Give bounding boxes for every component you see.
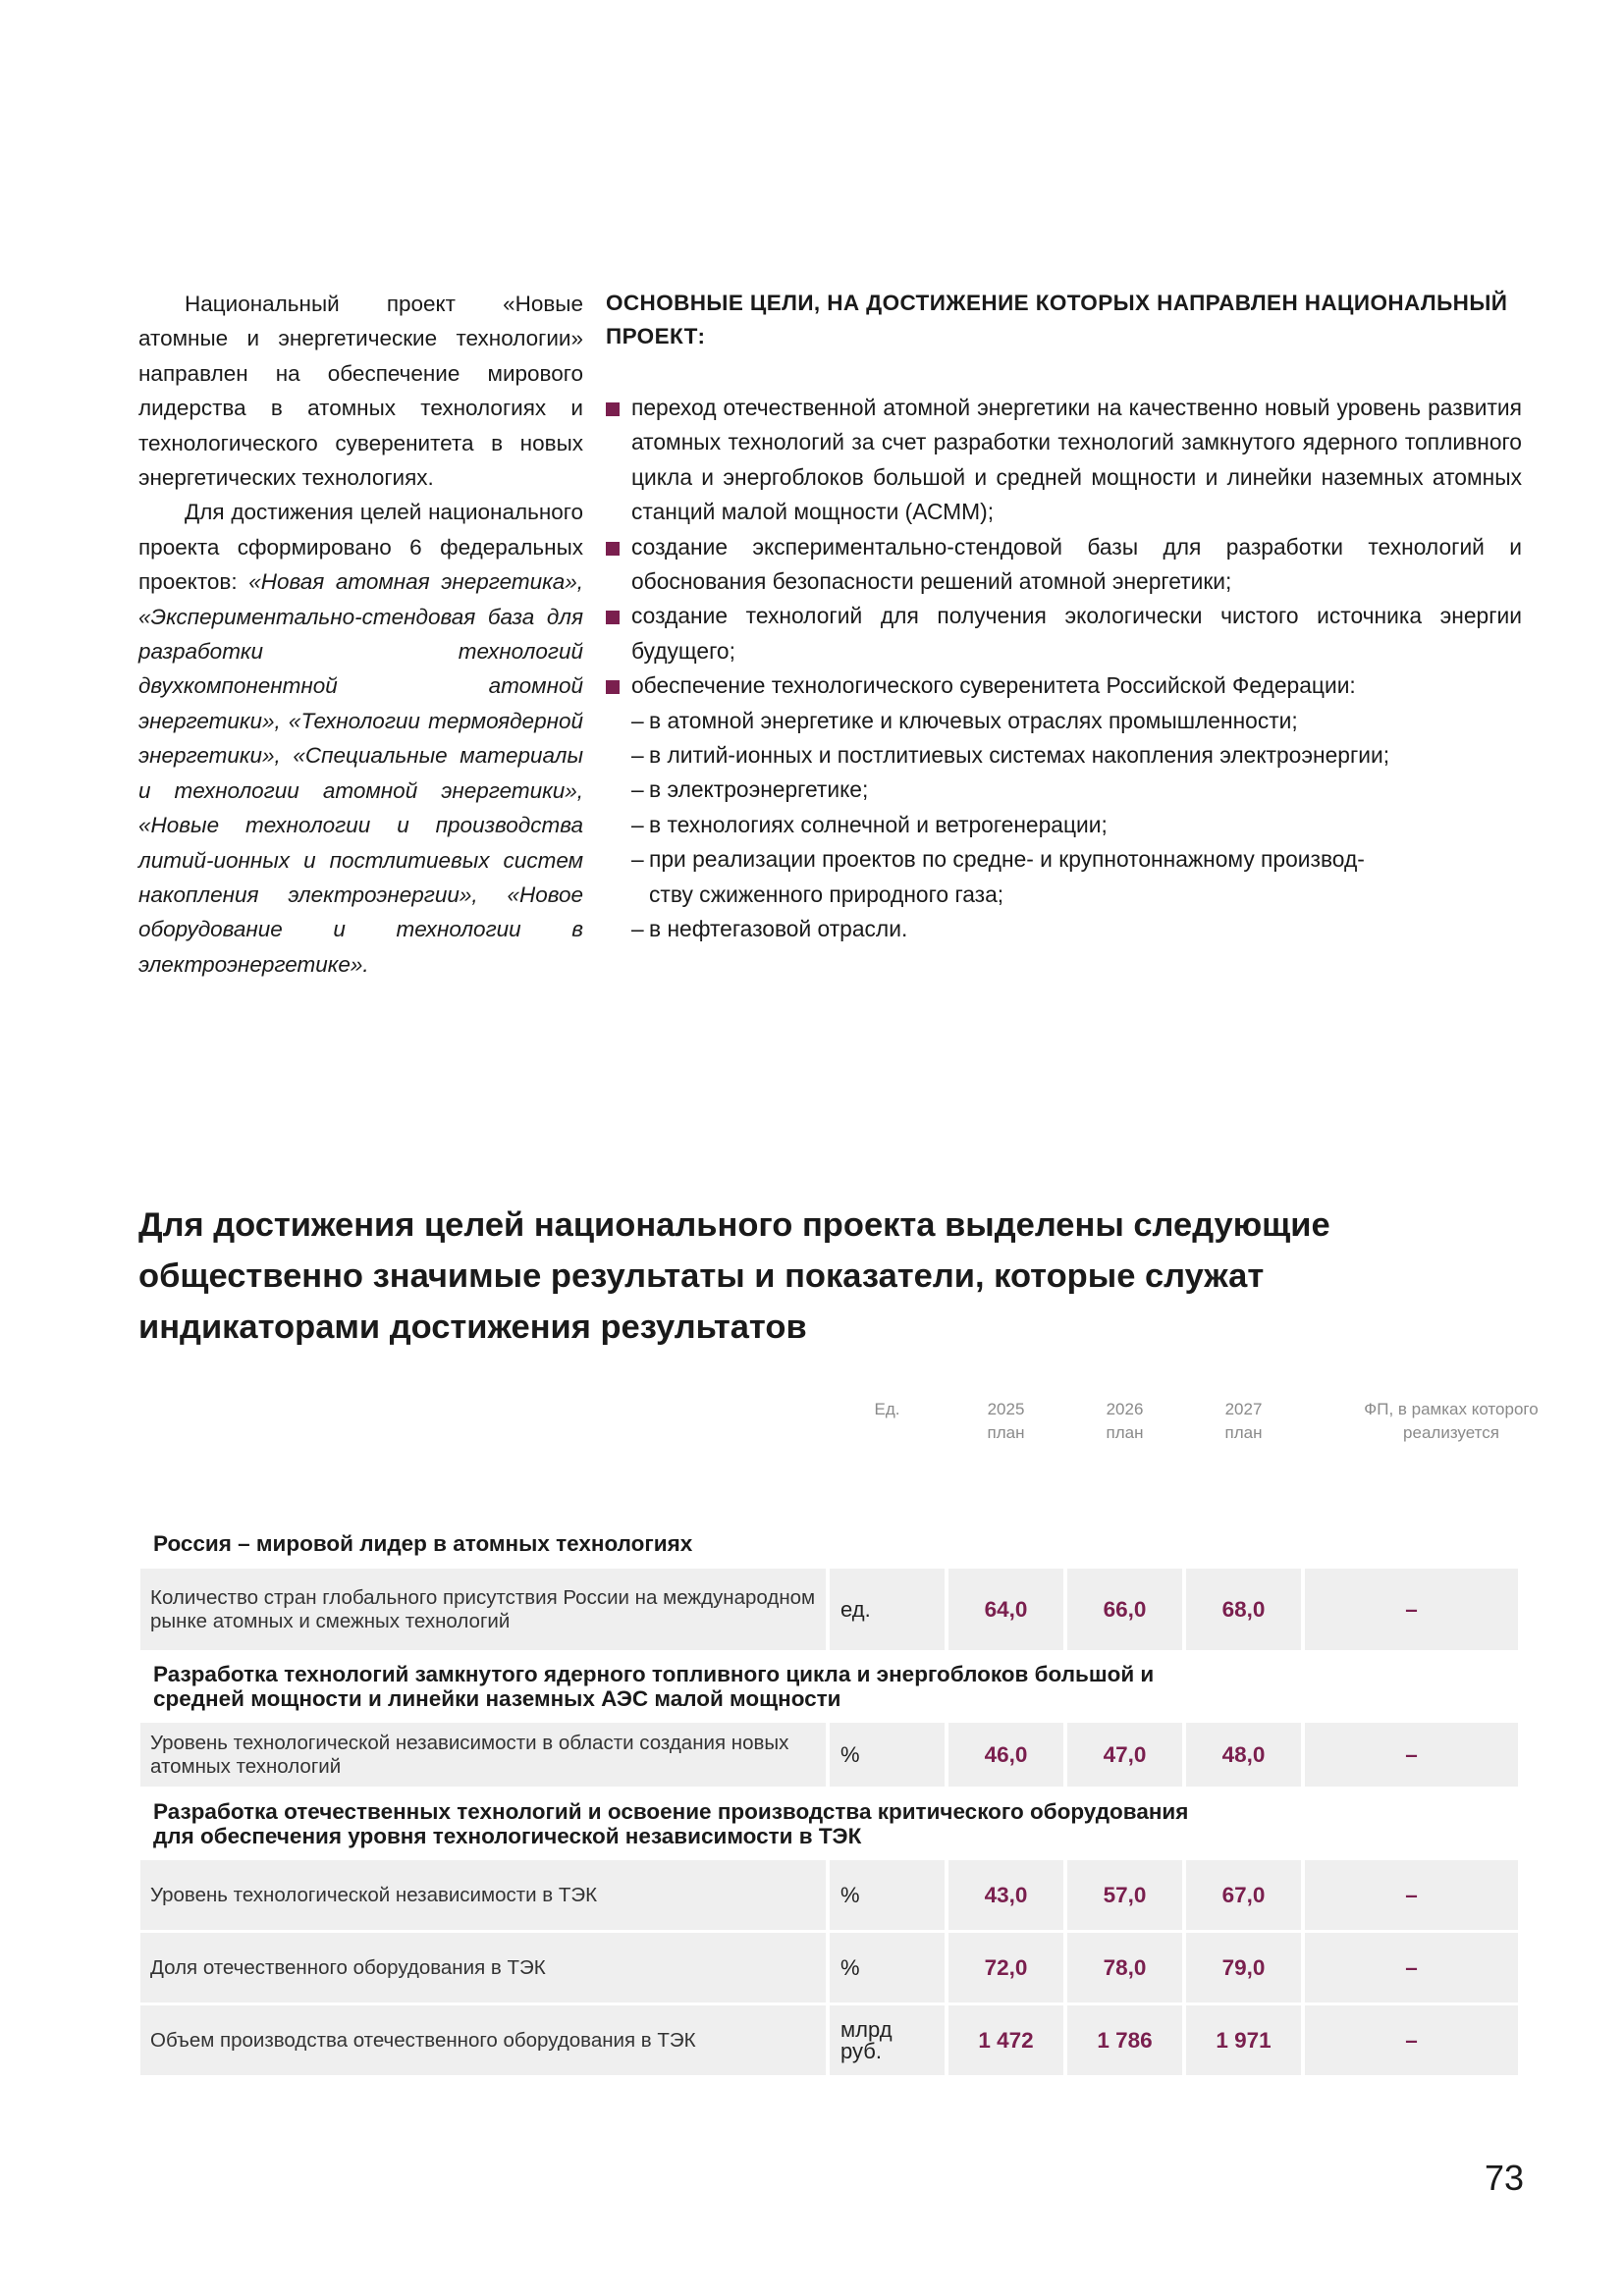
goal-item: создание экспериментально-стендовой базы для разработки технологий и обоснования безопасности решений атомной энергетики; bbox=[606, 530, 1522, 600]
bullet-square-icon bbox=[606, 542, 620, 556]
federal-project: – bbox=[1305, 1569, 1518, 1650]
table-row bbox=[140, 2005, 1525, 2075]
header-2027: 2027 план bbox=[1224, 1400, 1263, 1442]
intro-paragraph-2-lead: Для достижения целей национального проекта сформировано 6 федеральных проектов: bbox=[138, 500, 583, 595]
value-2027: 68,0 bbox=[1186, 1569, 1301, 1650]
dash-icon: – bbox=[631, 776, 644, 803]
indicator-name: Уровень технологической независимости в области создания новых атомных технологий bbox=[140, 1723, 826, 1787]
header-2026: 2026 план bbox=[1106, 1400, 1144, 1442]
federal-project: – bbox=[1305, 1933, 1518, 2002]
goal-subitem: – в технологиях солнечной и ветрогенерации; bbox=[606, 808, 1522, 842]
goal-item: переход отечественной атомной энергетики на качественно новый уровень развития атомных технологий за счет разработки технологий замкнутого ядерного топливного цикла и энергоблоков большой и средней мощности и линейки наземных атомных станций малой мощности (АСММ); bbox=[606, 391, 1522, 530]
table-row bbox=[140, 1933, 1525, 2002]
group-title: Разработка технологий замкнутого ядерного топливного цикла и энергоблоков большой и средней мощности и линейки наземных АЭС малой мощности bbox=[153, 1662, 1155, 1711]
indicator-name: Объем производства отечественного оборудования в ТЭК bbox=[140, 2005, 826, 2075]
value-2025: 72,0 bbox=[948, 1933, 1063, 2002]
federal-project: – bbox=[1305, 1723, 1518, 1787]
intro-paragraph-2-end: . bbox=[362, 951, 369, 977]
indicators-table bbox=[140, 1398, 1539, 2075]
indicator-name: Доля отечественного оборудования в ТЭК bbox=[140, 1933, 826, 2002]
value-2026: 78,0 bbox=[1067, 1933, 1182, 2002]
table-row bbox=[140, 1569, 1525, 1650]
goal-item: обеспечение технологического суверенитета Российской Федерации: bbox=[606, 668, 1522, 703]
federal-project: – bbox=[1305, 1860, 1518, 1930]
goal-subitem-continuation: ству сжиженного природного газа; bbox=[649, 881, 1004, 907]
section-heading: Для достижения целей национального проекта выделены следующие общественно значимые результаты и показатели, которые служат индикаторами достижения результатов bbox=[138, 1206, 1330, 1346]
dash-icon: – bbox=[631, 846, 644, 873]
value-2025: 1 472 bbox=[948, 2005, 1063, 2075]
intro-paragraph-2 bbox=[138, 495, 583, 982]
value-2025: 64,0 bbox=[948, 1569, 1063, 1650]
dash-icon: – bbox=[631, 811, 644, 837]
goals-block bbox=[606, 287, 1522, 947]
header-unit: Ед. bbox=[874, 1400, 900, 1418]
goals-title: ОСНОВНЫЕ ЦЕЛИ, НА ДОСТИЖЕНИЕ КОТОРЫХ НАПРАВЛЕН НАЦИОНАЛЬНЫЙ ПРОЕКТ: bbox=[606, 291, 1508, 348]
value-2027: 67,0 bbox=[1186, 1860, 1301, 1930]
table-row bbox=[140, 1860, 1525, 1930]
value-2027: 79,0 bbox=[1186, 1933, 1301, 2002]
header-fp: ФП, в рамках которого реализуется bbox=[1364, 1400, 1539, 1442]
value-2026: 57,0 bbox=[1067, 1860, 1182, 1930]
indicator-unit: % bbox=[830, 1723, 945, 1787]
indicator-unit: ед. bbox=[830, 1569, 945, 1650]
table-row bbox=[140, 1723, 1525, 1787]
intro-text bbox=[138, 287, 583, 982]
indicator-unit: % bbox=[830, 1860, 945, 1930]
indicator-unit: млрд руб. bbox=[830, 2005, 945, 2075]
goal-subitem: – в нефтегазовой отрасли. bbox=[606, 912, 1522, 946]
value-2026: 66,0 bbox=[1067, 1569, 1182, 1650]
federal-project: – bbox=[1305, 2005, 1518, 2075]
goal-item: создание технологий для получения экологически чистого источника энергии будущего; bbox=[606, 599, 1522, 668]
value-2026: 1 786 bbox=[1067, 2005, 1182, 2075]
goal-subitem: – при реализации проектов по средне- и крупнотоннажному производ- bbox=[606, 842, 1522, 877]
federal-projects-list: «Новая атомная энергетика», «Экспериментально-стендовая база для разработки технологий двухкомпонентной атомной энергетики», «Технологии термоядерной энергетики», «Специальные материалы и технологии атомной энергетики», «Новые технологии и производства литий-ионных и постлитиевых систем накопления электроэнергии», «Новое оборудование и технологии в электроэнергетике» bbox=[138, 569, 584, 977]
dash-icon: – bbox=[631, 707, 644, 733]
value-2025: 43,0 bbox=[948, 1860, 1063, 1930]
bullet-square-icon bbox=[606, 402, 620, 416]
intro-paragraph-1: Национальный проект «Новые атомные и энергетические технологии» направлен на обеспечение мирового лидерства в атомных технологиях и технологического суверенитета в новых энергетических технологиях. bbox=[138, 292, 583, 491]
goal-subitem: – в литий-ионных и постлитиевых системах накопления электроэнергии; bbox=[606, 738, 1522, 773]
goal-subitem: – в атомной энергетике и ключевых отраслях промышленности; bbox=[606, 704, 1522, 738]
value-2026: 47,0 bbox=[1067, 1723, 1182, 1787]
indicator-unit: % bbox=[830, 1933, 945, 2002]
indicator-name: Уровень технологической независимости в ТЭК bbox=[140, 1860, 826, 1930]
dash-icon: – bbox=[631, 916, 644, 942]
bullet-square-icon bbox=[606, 611, 620, 624]
dash-icon: – bbox=[631, 742, 644, 769]
bullet-square-icon bbox=[606, 680, 620, 694]
indicator-name: Количество стран глобального присутствия России на международном рынке атомных и смежных технологий bbox=[140, 1569, 826, 1650]
value-2027: 48,0 bbox=[1186, 1723, 1301, 1787]
value-2025: 46,0 bbox=[948, 1723, 1063, 1787]
header-2025: 2025 план bbox=[987, 1400, 1025, 1442]
value-2027: 1 971 bbox=[1186, 2005, 1301, 2075]
group-title: Россия – мировой лидер в атомных технологиях bbox=[153, 1531, 693, 1556]
table-header bbox=[140, 1398, 1539, 1506]
goal-subitem: – в электроэнергетике; bbox=[606, 773, 1522, 807]
page-number: 73 bbox=[1484, 2158, 1524, 2198]
group-title: Разработка отечественных технологий и освоение производства критического оборудования для обеспечения уровня технологической независимости в ТЭК bbox=[153, 1799, 1189, 1848]
